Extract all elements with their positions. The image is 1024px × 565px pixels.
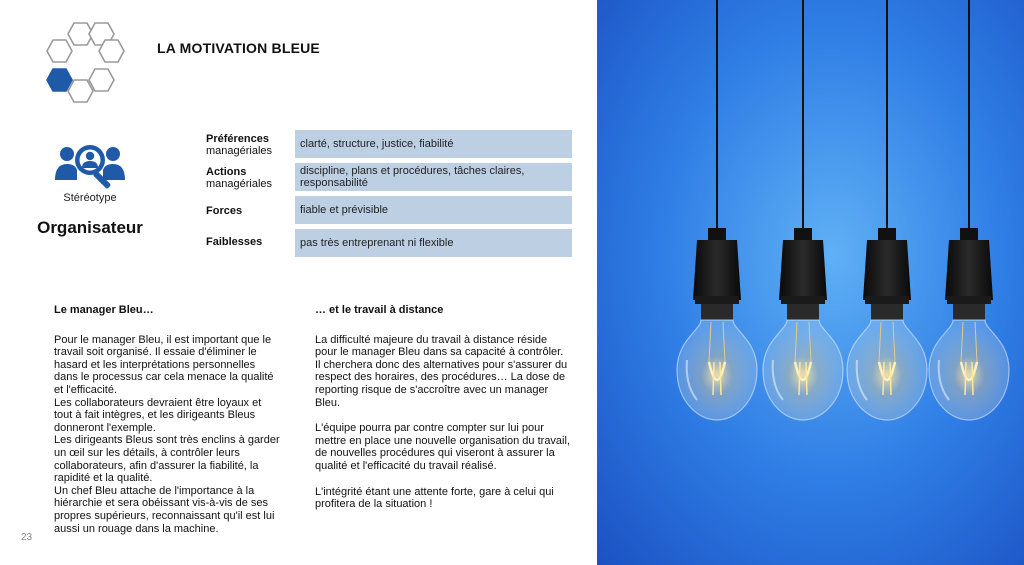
trait-label: Forces <box>206 205 243 217</box>
right-column-paragraph: L'équipe pourra par contre compter sur lui pour mettre en place une nouvelle organisation du travail, de nouvelles procédures qui viseront à assurer la qualité et l'efficacité du travail réalisé. <box>315 422 570 472</box>
trait-row <box>206 196 572 224</box>
trait-value: clarté, structure, justice, fiabilité <box>295 130 572 158</box>
trait-label: Actions managériales <box>206 166 273 190</box>
trait-label: Faiblesses <box>206 236 263 248</box>
trait-value: discipline, plans et procédures, tâches claires, responsabilité <box>295 163 572 191</box>
trait-value: pas très entreprenant ni flexible <box>295 229 572 257</box>
traits-table <box>206 130 572 262</box>
left-column-heading: Le manager Bleu… <box>54 304 154 316</box>
trait-row <box>206 130 572 158</box>
trait-label: Préférences managériales <box>206 133 273 157</box>
right-column-heading: … et le travail à distance <box>315 304 444 316</box>
hexagon-cluster-logo-icon <box>44 22 132 104</box>
four-light-bulbs-image <box>597 0 1024 565</box>
left-text-column <box>54 304 282 535</box>
trait-row <box>206 229 572 257</box>
trait-value: fiable et prévisible <box>295 196 572 224</box>
stereotype-name: Organisateur <box>37 218 143 237</box>
right-column-paragraph: La difficulté majeure du travail à distance réside pour le manager Bleu dans sa capacité à contrôler. Il cherchera donc des alternatives pour s'assurer du respect des horaires, des procédures… La dose de reporting risque de s'accroître avec un manager Bleu. <box>315 333 568 409</box>
trait-row <box>206 163 572 191</box>
stereotype-label: Stéréotype <box>63 192 117 204</box>
people-search-icon <box>55 140 125 192</box>
left-column-body: Pour le manager Bleu, il est important que le travail soit organisé. Il essaie d'éliminer le hasard et les interprétations personnelles dans le processus car cela menace la qualité et l'efficacité. Les collaborateurs devraient être loyaux et tout à fait intègres, et les dirigeants Bleus donneront l'exemple. Les dirigeants Bleus sont très enclins à garder un œil sur les détails, à contrôler leurs collaborateurs, afin d'assurer la fiabilité, la rapidité et la qualité. Un chef Bleu attache de l'importance à la hiérarchie et sera obéissant vis-à-vis de ses propres supérieurs, reconnaissant qu'il est lui aussi un rouage dans la machine. <box>54 333 280 535</box>
page-number: 23 <box>21 532 33 543</box>
right-column-paragraph: L'intégrité étant une attente forte, gare à celui qui profitera de la situation ! <box>315 485 554 511</box>
page-title: LA MOTIVATION BLEUE <box>157 40 320 56</box>
right-text-column <box>315 304 570 511</box>
